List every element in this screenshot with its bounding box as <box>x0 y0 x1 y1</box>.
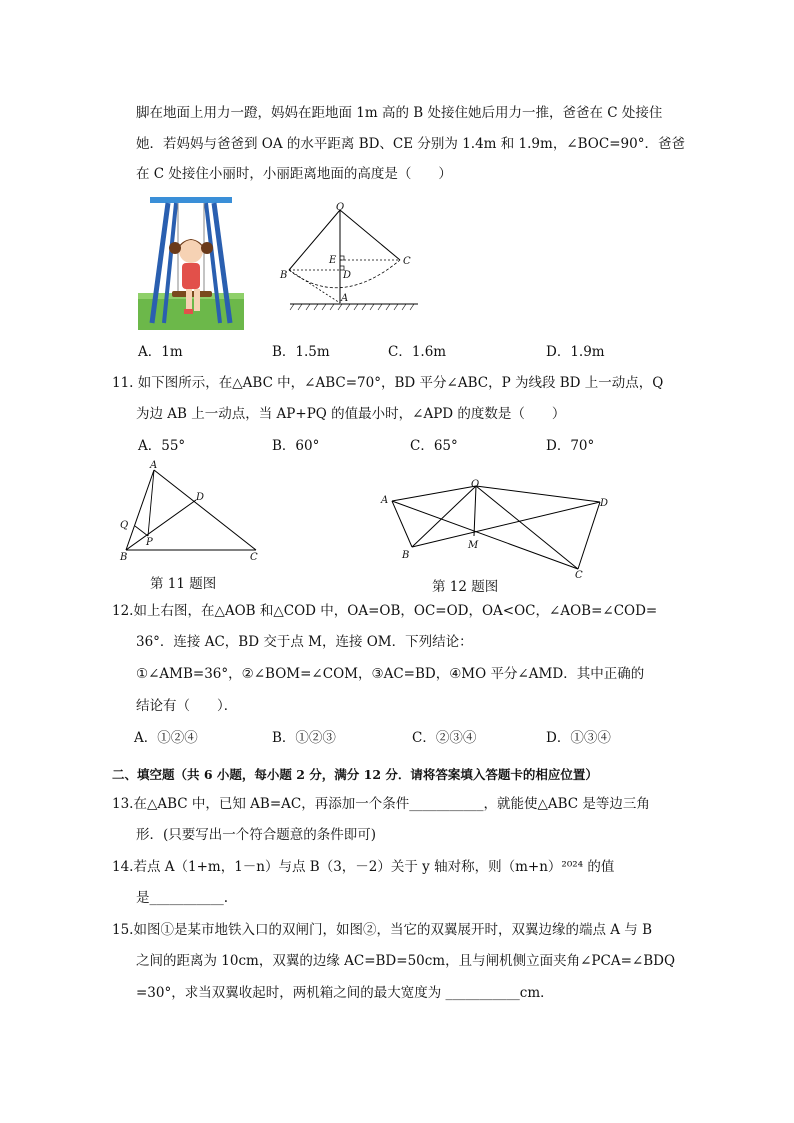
q15-line-3: =30°，求当双翼收起时，两机箱之间的最大宽度为 ___________cm． <box>136 985 554 1001</box>
q12-label-D: D <box>600 498 609 509</box>
q11-label-P: P <box>146 537 153 548</box>
q10-label-O: O <box>336 202 345 213</box>
q12-line-2: 36°．连接 AC，BD 交于点 M，连接 OM．下列结论： <box>136 634 473 650</box>
swing-girl-illustration <box>138 193 244 330</box>
q12-label-B: B <box>402 550 410 561</box>
q11-option-b[interactable]: B．60° <box>272 438 320 454</box>
q12-label-A: A <box>381 495 389 506</box>
q14-line-2: 是___________. <box>136 890 229 906</box>
q11-option-a[interactable]: A．55° <box>138 438 186 454</box>
q12-option-a[interactable]: A．①②④ <box>134 730 198 746</box>
q15-line-1: 15.如图①是某市地铁入口的双闸门，如图②，当它的双翼展开时，双翼边缘的端点 A 与 B <box>112 922 653 938</box>
q12-line-4: 结论有（ ）． <box>136 698 238 714</box>
q13-line-2: 形．(只要写出一个符合题意的条件即可) <box>136 827 377 843</box>
q10-label-D: D <box>343 270 352 281</box>
q10-label-A: A <box>341 293 349 304</box>
q10-label-E: E <box>329 255 337 266</box>
q11-caption: 第 11 题图 <box>150 576 217 592</box>
q10-option-c[interactable]: C．1.6m <box>388 344 447 360</box>
q12-line-1: 12.如上右图，在△AOB 和△COD 中，OA=OB，OC=OD，OA<OC，∠AOB=∠COD= <box>112 603 658 619</box>
q11-line-2: 为边 AB 上一动点，当 AP+PQ 的值最小时，∠APD 的度数是（ ） <box>136 406 566 422</box>
q12-caption: 第 12 题图 <box>432 579 499 595</box>
q10-line-3: 在 C 处接住小丽时，小丽距离地面的高度是（ ） <box>136 166 452 182</box>
q10-label-B: B <box>280 270 288 281</box>
q12-figure <box>378 476 614 580</box>
q14-line-1: 14.若点 A（1+m，1－n）与点 B（3，－2）关于 y 轴对称，则（m+n）²⁰²⁴ 的值 <box>112 859 615 875</box>
q12-option-c[interactable]: C．②③④ <box>412 730 477 746</box>
q11-option-d[interactable]: D．70° <box>546 438 595 454</box>
q12-option-b[interactable]: B．①②③ <box>272 730 336 746</box>
q10-figure <box>278 200 428 315</box>
q10-line-2: 她．若妈妈与爸爸到 OA 的水平距离 BD、CE 分别为 1.4m 和 1.9m，∠BOC=90°．爸爸 <box>136 136 685 152</box>
q11-label-Q: Q <box>120 520 129 531</box>
q10-label-C: C <box>403 256 411 267</box>
q11-option-c[interactable]: C．65° <box>410 438 458 454</box>
q12-label-M: M <box>468 540 479 551</box>
q10-option-b[interactable]: B．1.5m <box>272 344 330 360</box>
q12-label-C: C <box>575 570 583 581</box>
q12-line-3: ①∠AMB=36°，②∠BOM=∠COM，③AC=BD，④MO 平分∠AMD．其中正确的 <box>136 666 645 682</box>
q12-label-O: O <box>471 479 480 490</box>
q11-line-1: 11. 如下图所示，在△ABC 中，∠ABC=70°，BD 平分∠ABC，P 为线段 BD 上一动点，Q <box>112 375 664 391</box>
q11-label-B: B <box>120 552 128 563</box>
q11-label-A: A <box>150 460 158 471</box>
q11-label-C: C <box>250 552 258 563</box>
q13-line-1: 13.在△ABC 中，已知 AB=AC，再添加一个条件___________，就能使△ABC 是等边三角 <box>112 796 650 812</box>
q10-option-a[interactable]: A．1m <box>138 344 183 360</box>
q10-line-1: 脚在地面上用力一蹬，妈妈在距地面 1m 高的 B 处接住她后用力一推，爸爸在 C 处接住 <box>136 105 663 121</box>
q12-option-d[interactable]: D．①③④ <box>546 730 611 746</box>
q11-figure <box>116 458 266 566</box>
q10-option-d[interactable]: D．1.9m <box>546 344 605 360</box>
q15-line-2: 之间的距离为 10cm，双翼的边缘 AC=BD=50cm，且与闸机侧立面夹角∠PCA=∠BDQ <box>136 953 676 969</box>
section-2-heading: 二、填空题（共 6 小题，每小题 2 分，满分 12 分．请将答案填入答题卡的相应位置） <box>112 767 598 782</box>
q11-label-D: D <box>196 492 205 503</box>
